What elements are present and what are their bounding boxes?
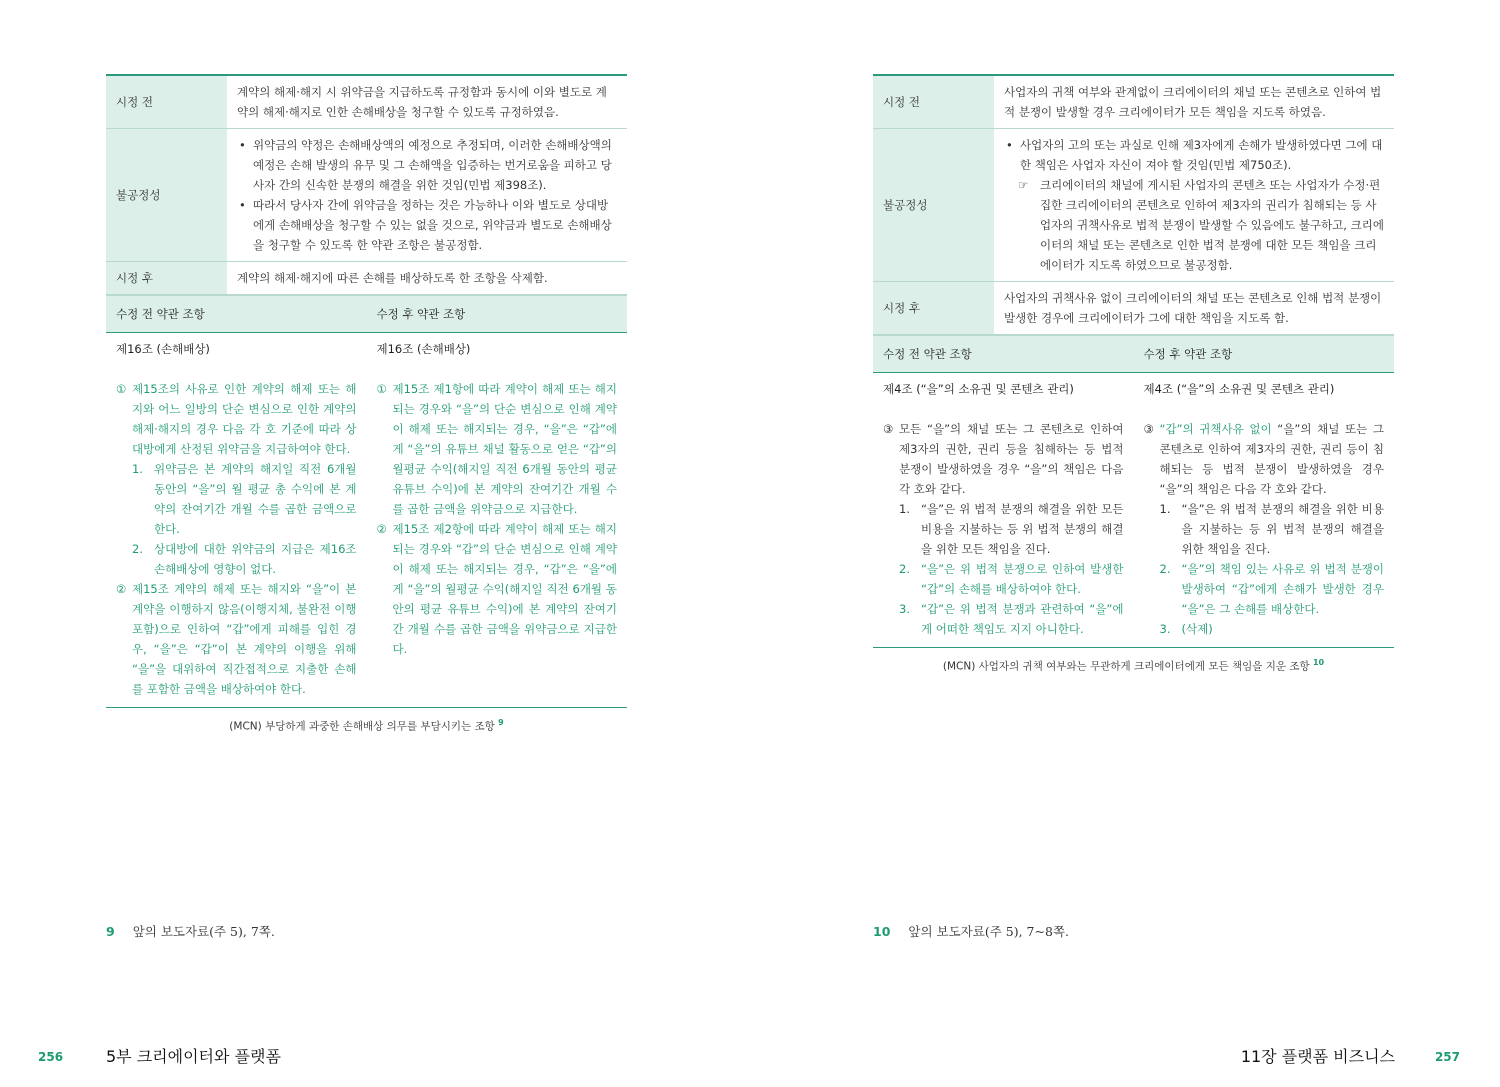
right-info-table bbox=[873, 74, 1394, 335]
clause-item: 3. (삭제) bbox=[1159, 622, 1213, 636]
figure-caption: (MCN) 부당하게 과중한 손해배상 의무를 부담시키는 조항 $^9$ bbox=[229, 718, 504, 733]
row-label: 시정 후 bbox=[873, 282, 994, 335]
table-row bbox=[873, 282, 1394, 335]
left-case-box bbox=[106, 74, 627, 734]
right-case-box bbox=[873, 74, 1394, 674]
clause-item: 2. “을”은 위 법적 분쟁으로 인하여 발생한 “갑”의 손해를 배상하여야 한다. bbox=[899, 562, 1124, 596]
compare-body bbox=[873, 405, 1394, 648]
compare-title bbox=[106, 333, 627, 365]
clause-after bbox=[367, 379, 628, 699]
clause-before bbox=[873, 419, 1134, 639]
figure-caption: (MCN) 사업자의 귀책 여부와는 무관하게 크리에이터에게 모든 책임을 지운 조항 $^{10}$ bbox=[942, 658, 1325, 673]
compare-header-after: 수정 후 약관 조항 bbox=[1143, 347, 1233, 361]
row-text: 사업자의 귀책사유 없이 크리에이터의 채널 또는 콘텐츠로 인해 법적 분쟁이 발생한 경우에 크리에이터가 그에 대한 책임을 지도록 함. bbox=[994, 282, 1394, 335]
compare-title bbox=[873, 373, 1394, 405]
row-text: 계약의 해제·해지에 따른 손해를 배상하도록 한 조항을 삭제함. bbox=[227, 262, 627, 295]
compare-header bbox=[106, 295, 627, 333]
clause-item: ① 제15조의 사유로 인한 계약의 해제 또는 해지와 어느 일방의 단순 변심으로 인한 계약의 해제·해지의 경우 다음 각 호 기준에 따라 상대방에게 산정된 위약금을 지급하여야 한다. bbox=[116, 382, 357, 456]
page-number: 257 bbox=[1434, 1050, 1460, 1064]
row-text bbox=[994, 129, 1394, 282]
footnote-ref: 9 bbox=[498, 718, 504, 727]
row-label: 시정 후 bbox=[106, 262, 227, 295]
row-text: 계약의 해제·해지 시 위약금을 지급하도록 규정함과 동시에 이와 별도로 계약의 해제·해지로 인한 손해배상을 청구할 수 있도록 규정하였음. bbox=[227, 75, 627, 129]
page-number: 256 bbox=[38, 1050, 64, 1064]
footnote-number: 9 bbox=[106, 924, 115, 939]
clause-item: 3. “갑”은 위 법적 분쟁과 관련하여 “을”에게 어떠한 책임도 지지 아니한다. bbox=[899, 602, 1124, 636]
row-text bbox=[227, 129, 627, 262]
compare-header-before: 수정 전 약관 조항 bbox=[883, 347, 972, 361]
compare-header bbox=[873, 335, 1394, 373]
clause-item: ① 제15조 제1항에 따라 계약이 해제 또는 해지되는 경우와 “을”의 단순 변심으로 인해 계약이 해제 또는 해지되는 경우, “을”은 “갑”에게 “을”의 유튜브 채널 활동으로 얻은 “갑”의 월평균 수익(해지일 직전 6개월 동안의 평균 유튜브 수익)에 본 계약의 잔여기간 개월 수를 곱한 금액을 위약금으로 지급한다. bbox=[376, 382, 617, 516]
clause-item: 2. 상대방에 대한 위약금의 지급은 제16조 손해배상에 영향이 없다. bbox=[132, 542, 357, 576]
clause-item: ③ 모든 “을”의 채널 또는 그 콘텐츠로 인하여 제3자의 권한, 권리 등을 침해하는 등 법적 분쟁이 발생하였을 경우 “을”의 책임은 다음 각 호와 같다. bbox=[883, 422, 1124, 496]
clause-item: 1. “을”은 위 법적 분쟁의 해결을 위한 모든 비용을 지불하는 등 위 법적 분쟁의 해결을 위한 모든 책임을 진다. bbox=[899, 502, 1124, 556]
table-row bbox=[106, 262, 627, 295]
running-head: 5부 크리에이터와 플랫폼 bbox=[106, 1047, 281, 1066]
footnote bbox=[873, 922, 1069, 940]
right-page bbox=[750, 0, 1500, 1087]
clause-item: ③ “갑”의 귀책사유 없이 “을”의 채널 또는 그 콘텐츠로 인하여 제3자의 권한, 권리 등이 침해되는 등 법적 분쟁이 발생하였을 경우 “을”의 책임은 다음 각 호와 같다. bbox=[1143, 422, 1384, 496]
left-info-table bbox=[106, 74, 627, 295]
compare-header-before: 수정 전 약관 조항 bbox=[116, 307, 205, 321]
table-row bbox=[106, 75, 627, 129]
compare-body bbox=[106, 365, 627, 708]
footnote-text: 앞의 보도자료(주 5), 7~8쪽. bbox=[908, 924, 1069, 939]
row-text: 사업자의 귀책 여부와 관계없이 크리에이터의 채널 또는 콘텐츠로 인하여 법적 분쟁이 발생할 경우 크리에이터가 모든 책임을 지도록 하였음. bbox=[994, 75, 1394, 129]
row-label: 시정 전 bbox=[873, 75, 994, 129]
article-title-before: 제16조 (손해배상) bbox=[116, 342, 210, 356]
footnote-ref: 10 bbox=[1312, 658, 1325, 667]
clause-item: 1. “을”은 위 법적 분쟁의 해결을 위한 비용을 지불하는 등 위 법적 분쟁의 해결을 위한 책임을 진다. bbox=[1159, 502, 1384, 556]
compare-header-after: 수정 후 약관 조항 bbox=[376, 307, 466, 321]
article-title-after: 제4조 (“을”의 소유권 및 콘텐츠 관리) bbox=[1143, 382, 1335, 396]
footnote-text: 앞의 보도자료(주 5), 7쪽. bbox=[132, 924, 275, 939]
sub-note: ☞ 크리에이터의 채널에 게시된 사업자의 콘텐츠 또는 사업자가 수정·편집한 크리에이터의 콘텐츠로 인하여 제3자의 권리가 침해되는 등 사업자의 귀책사유로 법적 분쟁이 발생할 수 있음에도 불구하고, 크리에이터의 채널 또는 콘텐츠로 인한 법적 분쟁에 대한 모든 책임을 크리에이터가 지도록 하였으므로 불공정함. bbox=[1018, 175, 1384, 275]
clause-item: 1. 위약금은 본 계약의 해지일 직전 6개월 동안의 “을”의 월 평균 총 수익에 본 계약의 잔여기간 개월 수를 곱한 금액으로 한다. bbox=[132, 462, 357, 536]
footnote bbox=[106, 922, 275, 940]
table-row bbox=[873, 129, 1394, 282]
pointer-icon: ☞ bbox=[1018, 178, 1029, 192]
bullet-item: • 위약금의 약정은 손해배상액의 예정으로 추정되며, 이러한 손해배상액의 예정은 손해 발생의 유무 및 그 손해액을 입증하는 번거로움을 피하고 당사자 간의 신속한 분쟁의 해결을 위한 것임(민법 제398조). bbox=[237, 135, 617, 195]
clause-item: ② 제15조 제2항에 따라 계약이 해제 또는 해지되는 경우와 “갑”의 단순 변심으로 인해 계약이 해제 또는 해지되는 경우, “갑”은 “을”에게 “을”의 월평균 수익(해지일 직전 6개월 동안의 평균 유튜브 수익)에 본 계약의 잔여기간 개월 수를 곱한 금액을 위약금으로 지급한다. bbox=[376, 522, 617, 656]
clause-after bbox=[1134, 419, 1395, 639]
bullet-item: • 사업자의 고의 또는 과실로 인해 제3자에게 손해가 발생하였다면 그에 대한 책임은 사업자 자신이 져야 할 것임(민법 제750조). bbox=[1004, 135, 1384, 175]
clause-before bbox=[106, 379, 367, 699]
row-label: 불공정성 bbox=[873, 129, 994, 282]
table-row bbox=[106, 129, 627, 262]
table-row bbox=[873, 75, 1394, 129]
clause-item: 2. “을”의 책임 있는 사유로 위 법적 분쟁이 발생하여 “갑”에게 손해가 발생한 경우 “을”은 그 손해를 배상한다. bbox=[1159, 562, 1384, 616]
clause-item: ② 제15조 계약의 해제 또는 해지와 “을”이 본 계약을 이행하지 않음(이행지체, 불완전 이행 포함)으로 인하여 “갑”에게 피해를 입힌 경우, “을”은 “갑”이 본 계약의 이행을 위해 “을”을 대위하여 직간접적으로 지출한 손해를 포함한 금액을 배상하여야 한다. bbox=[116, 582, 357, 696]
footnote-number: 10 bbox=[873, 924, 891, 939]
article-title-before: 제4조 (“을”의 소유권 및 콘텐츠 관리) bbox=[883, 382, 1074, 396]
row-label: 불공정성 bbox=[106, 129, 227, 262]
row-label: 시정 전 bbox=[106, 75, 227, 129]
article-title-after: 제16조 (손해배상) bbox=[376, 342, 471, 356]
bullet-item: • 따라서 당사자 간에 위약금을 정하는 것은 가능하나 이와 별도로 상대방에게 손해배상을 청구할 수 있는 없을 것으로, 위약금과 별도로 손해배상을 청구할 수 있도록 한 약관 조항은 불공정함. bbox=[237, 195, 617, 255]
running-head: 11장 플랫폼 비즈니스 bbox=[1240, 1047, 1395, 1066]
